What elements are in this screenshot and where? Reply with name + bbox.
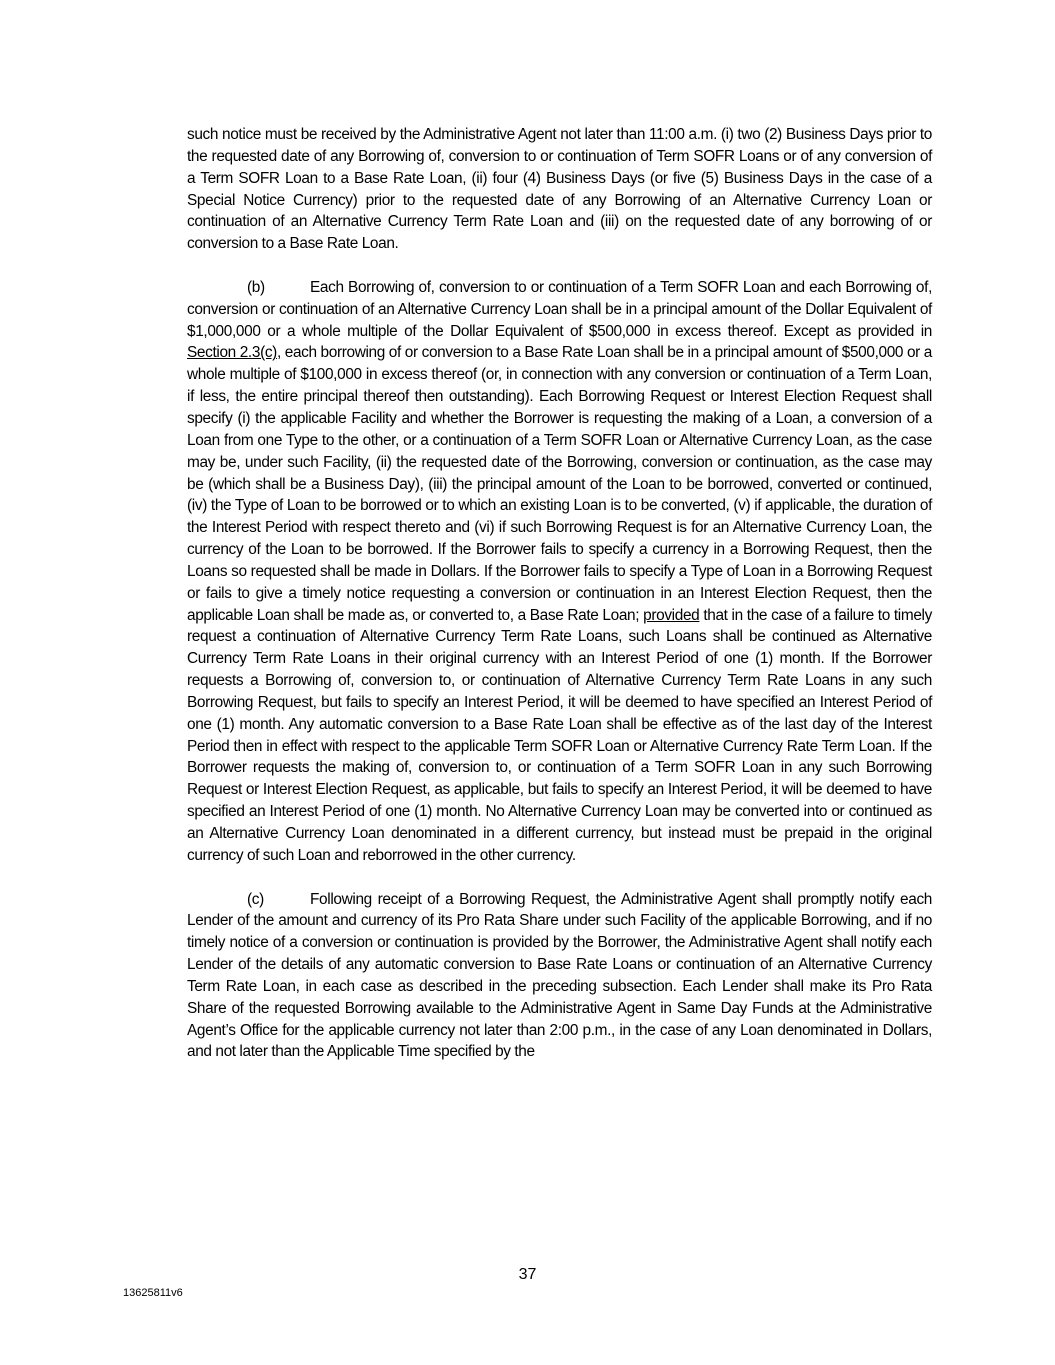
provided-term: provided	[643, 606, 700, 624]
paragraph-c	[187, 889, 932, 1064]
paragraph-b-label: (b)	[247, 278, 265, 296]
paragraph-intro	[187, 124, 932, 255]
body-text	[187, 124, 932, 1085]
paragraph-b-text-1: Each Borrowing of, conversion to or continuation of a Term SOFR Loan and each Borrowing of, conversion or continuation of an Alternative Currency Loan shall be in a principal amount of the Dollar Equivalent of $1,000,000 or a whole multiple of the Dollar Equivalent of $500,000 in excess thereof. Except as provided in	[187, 278, 932, 340]
page-number: 37	[518, 1266, 537, 1283]
paragraph-b-text-3: that in the case of a failure to timely request a continuation of Alternative Currency Term Rate Loans, such Loans shall be continued as Alternative Currency Term Rate Loans in their original currency with an Interest Period of one (1) month. If the Borrower requests a Borrowing of, conversion to, or continuation of Alternative Currency Term Rate Loans in any such Borrowing Request, but fails to specify an Interest Period, it will be deemed to have specified an Interest Period of one (1) month. Any automatic conversion to a Base Rate Loan shall be effective as of the last day of the Interest Period then in effect with respect to the applicable Term SOFR Loan or Alternative Currency Rate Term Loan. If the Borrower requests the making of, conversion to, or continuation of a Term SOFR Loan in any such Borrowing Request or Interest Election Request, as applicable, but fails to specify an Interest Period, it will be deemed to have specified an Interest Period of one (1) month. No Alternative Currency Loan may be converted into or continued as an Alternative Currency Loan denominated in a different currency, but instead must be prepaid in the original currency of such Loan and reborrowed in the other currency.	[187, 606, 932, 864]
paragraph-b-text-2: , each borrowing of or conversion to a Base Rate Loan shall be in a principal amount of $500,000 or a whole multiple of $100,000 in excess thereof (or, in connection with any conversion or continuation of a Term Loan, if less, the entire principal thereof then outstanding). Each Borrowing Request or Interest Election Request shall specify (i) the applicable Facility and whether the Borrower is requesting the making of a Loan, a conversion of a Loan from one Type to the other, or a continuation of a Term SOFR Loan or Alternative Currency Loan, as the case may be, under such Facility, (ii) the requested date of the Borrowing, conversion or continuation, as the case may be (which shall be a Business Day), (iii) the principal amount of the Loan to be borrowed, converted or continued, (iv) the Type of Loan to be borrowed or to which an existing Loan is to be converted, (v) if applicable, the duration of the Interest Period with respect thereto and (vi) if such Borrowing Request is for an Alternative Currency Loan, the currency of the Loan to be borrowed. If the Borrower fails to specify a currency in a Borrowing Request, then the Loans so requested shall be made in Dollars. If the Borrower fails to specify a Type of Loan in a Borrowing Request or fails to give a timely notice requesting a conversion or continuation in an Interest Election Request, then the applicable Loan shall be made as, or converted to, a Base Rate Loan;	[187, 344, 932, 624]
paragraph-c-label: (c)	[247, 890, 264, 908]
paragraph-c-text: Following receipt of a Borrowing Request, the Administrative Agent shall promptly notify each Lender of the amount and currency of its Pro Rata Share under such Facility of the applicable Borrowing, and if no timely notice of a conversion or continuation is provided by the Borrower, the Administrative Agent shall notify each Lender of the details of any automatic conversion to Base Rate Loans or continuation of an Alternative Currency Term Rate Loan, in each case as described in the preceding subsection. Each Lender shall make its Pro Rata Share of the requested Borrowing available to the Administrative Agent in Same Day Funds at the Administrative Agent’s Office for the applicable currency not later than 2:00 p.m., in the case of any Loan denominated in Dollars, and not later than the Applicable Time specified by the	[187, 890, 932, 1061]
paragraph-intro-text: such notice must be received by the Administrative Agent not later than 11:00 a.m. (i) two (2) Business Days prior to the requested date of any Borrowing of, conversion to or continuation of Term SOFR Loans or of any conversion of a Term SOFR Loan to a Base Rate Loan, (ii) four (4) Business Days (or five (5) Business Days in the case of a Special Notice Currency) prior to the requested date of any Borrowing of an Alternative Currency Loan or continuation of an Alternative Currency Term Rate Loan and (iii) on the requested date of any borrowing of or conversion to a Base Rate Loan.	[187, 126, 932, 253]
document-id: 13625811v6	[123, 1287, 183, 1299]
section-reference-link: Section 2.3(c)	[187, 344, 277, 362]
paragraph-b	[187, 277, 932, 867]
